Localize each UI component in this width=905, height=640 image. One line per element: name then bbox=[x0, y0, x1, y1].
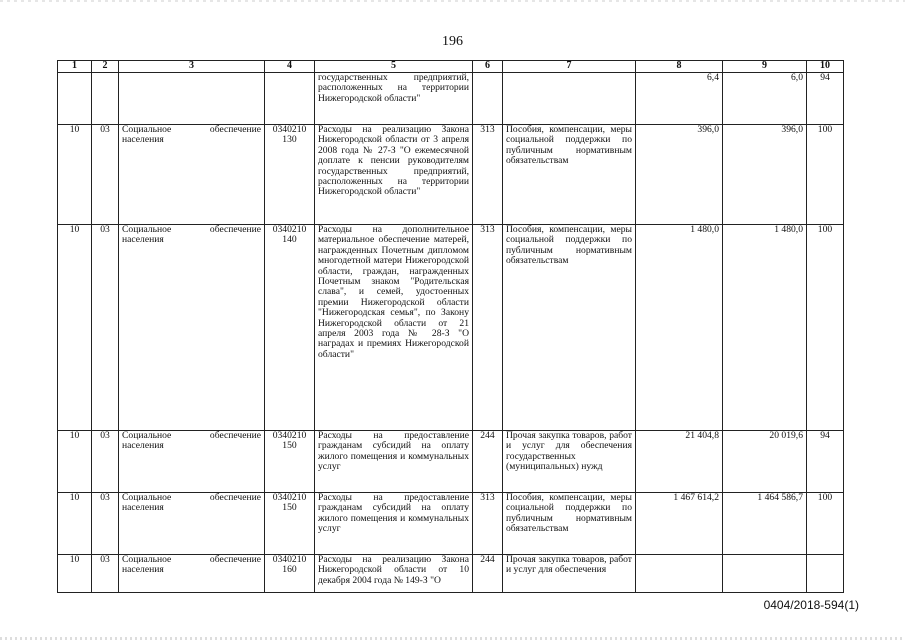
expense-type-code: 244 bbox=[473, 431, 503, 493]
planned-amount: 1 467 614,2 bbox=[636, 493, 723, 555]
header-row bbox=[58, 61, 844, 73]
section-name: Социальное обеспечение населения bbox=[119, 431, 265, 493]
col-header: 3 bbox=[119, 61, 265, 73]
target-article: 0340210 140 bbox=[265, 225, 315, 431]
executed-amount: 1 480,0 bbox=[723, 225, 807, 431]
table-row bbox=[58, 73, 844, 125]
document-code: 0404/2018-594(1) bbox=[763, 598, 859, 612]
executed-amount: 1 464 586,7 bbox=[723, 493, 807, 555]
section-code: 10 bbox=[58, 125, 92, 225]
execution-percent: 94 bbox=[807, 431, 844, 493]
subsection-code: 03 bbox=[92, 555, 119, 593]
subsection-code: 03 bbox=[92, 493, 119, 555]
col-header: 6 bbox=[473, 61, 503, 73]
table-row bbox=[58, 225, 844, 431]
col-header: 1 bbox=[58, 61, 92, 73]
target-article: 0340210 150 bbox=[265, 493, 315, 555]
executed-amount: 20 019,6 bbox=[723, 431, 807, 493]
expense-description: Расходы на дополнительное материальное обеспечение матерей, награжденных Почетным дипломом многодетной матери Нижегородской области, граждан, награжденных Почетным знаком "Родительская слава", и семей, удостоенных премии Нижегородской области "Нижегородская семья", по Закону Нижегородской области от 21 апреля 2003 года № 28-З "О наградах и премиях Нижегородской области" bbox=[315, 225, 473, 431]
section-name: Социальное обеспечение населения bbox=[119, 125, 265, 225]
section-code bbox=[58, 73, 92, 125]
expense-type-name: Пособия, компенсации, меры социальной поддержки по публичным нормативным обязательствам bbox=[503, 225, 636, 431]
subsection-code: 03 bbox=[92, 225, 119, 431]
expense-description: Расходы на реализацию Закона Нижегородской области от 3 апреля 2008 года № 27-З "О ежемесячной доплате к пенсии руководителям государственных предприятий, расположенных на территории Нижегородской области" bbox=[315, 125, 473, 225]
executed-amount: 396,0 bbox=[723, 125, 807, 225]
planned-amount: 6,4 bbox=[636, 73, 723, 125]
target-article: 0340210 160 bbox=[265, 555, 315, 593]
budget-table bbox=[57, 60, 844, 593]
section-name: Социальное обеспечение населения bbox=[119, 555, 265, 593]
section-code: 10 bbox=[58, 225, 92, 431]
section-name: Социальное обеспечение населения bbox=[119, 493, 265, 555]
expense-description: государственных предприятий, расположенных на территории Нижегородской области" bbox=[315, 73, 473, 125]
executed-amount: 6,0 bbox=[723, 73, 807, 125]
execution-percent bbox=[807, 555, 844, 593]
expense-description: Расходы на реализацию Закона Нижегородской области от 10 декабря 2004 года № 149-З "О bbox=[315, 555, 473, 593]
subsection-code bbox=[92, 73, 119, 125]
target-article bbox=[265, 73, 315, 125]
col-header: 4 bbox=[265, 61, 315, 73]
expense-type-name: Прочая закупка товаров, работ и услуг для обеспечения государственных (муниципальных) нужд bbox=[503, 431, 636, 493]
expense-type-code: 313 bbox=[473, 125, 503, 225]
expense-description: Расходы на предоставление гражданам субсидий на оплату жилого помещения и коммунальных услуг bbox=[315, 493, 473, 555]
planned-amount: 1 480,0 bbox=[636, 225, 723, 431]
target-article: 0340210 150 bbox=[265, 431, 315, 493]
expense-type-code: 313 bbox=[473, 493, 503, 555]
section-name: Социальное обеспечение населения bbox=[119, 225, 265, 431]
planned-amount: 396,0 bbox=[636, 125, 723, 225]
expense-type-name bbox=[503, 73, 636, 125]
col-header: 5 bbox=[315, 61, 473, 73]
execution-percent: 94 bbox=[807, 73, 844, 125]
col-header: 8 bbox=[636, 61, 723, 73]
expense-type-name: Прочая закупка товаров, работ и услуг для обеспечения bbox=[503, 555, 636, 593]
col-header: 7 bbox=[503, 61, 636, 73]
subsection-code: 03 bbox=[92, 125, 119, 225]
target-article: 0340210 130 bbox=[265, 125, 315, 225]
col-header: 2 bbox=[92, 61, 119, 73]
execution-percent: 100 bbox=[807, 225, 844, 431]
col-header: 9 bbox=[723, 61, 807, 73]
execution-percent: 100 bbox=[807, 493, 844, 555]
table-row bbox=[58, 493, 844, 555]
execution-percent: 100 bbox=[807, 125, 844, 225]
section-code: 10 bbox=[58, 555, 92, 593]
table-row bbox=[58, 125, 844, 225]
section-code: 10 bbox=[58, 431, 92, 493]
table-row bbox=[58, 555, 844, 593]
expense-type-code: 244 bbox=[473, 555, 503, 593]
planned-amount bbox=[636, 555, 723, 593]
section-code: 10 bbox=[58, 493, 92, 555]
expense-type-code bbox=[473, 73, 503, 125]
expense-description: Расходы на предоставление гражданам субсидий на оплату жилого помещения и коммунальных услуг bbox=[315, 431, 473, 493]
expense-type-name: Пособия, компенсации, меры социальной поддержки по публичным нормативным обязательствам bbox=[503, 125, 636, 225]
scan-top-edge bbox=[0, 0, 905, 2]
planned-amount: 21 404,8 bbox=[636, 431, 723, 493]
subsection-code: 03 bbox=[92, 431, 119, 493]
table-row bbox=[58, 431, 844, 493]
page-number: 196 bbox=[442, 34, 463, 49]
expense-type-code: 313 bbox=[473, 225, 503, 431]
col-header: 10 bbox=[807, 61, 844, 73]
expense-type-name: Пособия, компенсации, меры социальной поддержки по публичным нормативным обязательствам bbox=[503, 493, 636, 555]
executed-amount bbox=[723, 555, 807, 593]
section-name bbox=[119, 73, 265, 125]
